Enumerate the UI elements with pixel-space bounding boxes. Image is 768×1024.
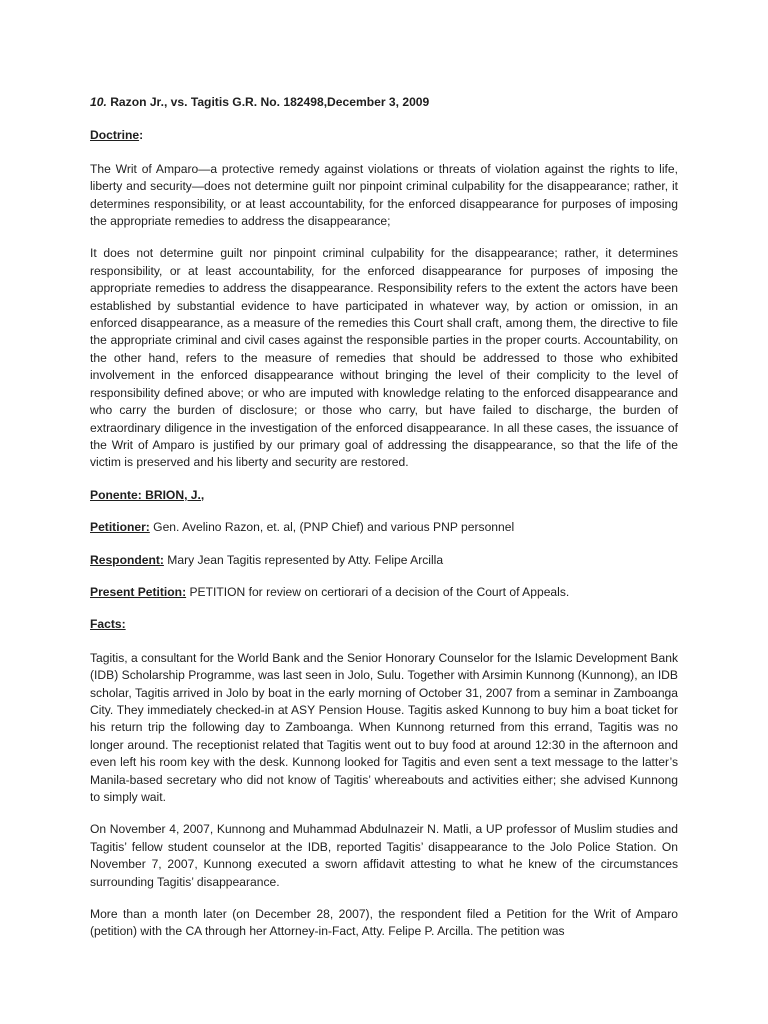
ponente-line bbox=[90, 487, 678, 504]
petitioner-label: Petitioner: bbox=[90, 520, 150, 535]
case-number: 10. bbox=[90, 95, 107, 109]
doctrine-paragraph-1: The Writ of Amparo—a protective remedy against violations or threats of violation against the rights to life, liberty and security—does not determine guilt nor pinpoint criminal culpability for the disappearance; rather, it determines responsibility, or at least accountability, for the enforced disappearance for purposes of imposing the appropriate remedies to address the disappearance; bbox=[90, 161, 678, 229]
petitioner-value: Gen. Avelino Razon, et. al, (PNP Chief) and various PNP personnel bbox=[149, 520, 515, 535]
respondent-line bbox=[90, 552, 678, 569]
case-title bbox=[90, 94, 678, 111]
present-petition-value: PETITION for review on certiorari of a decision of the Court of Appeals. bbox=[186, 584, 570, 599]
ponente-text: Ponente: BRION, J., bbox=[90, 487, 205, 502]
facts-paragraph-2: On November 4, 2007, Kunnong and Muhammad Abdulnazeir N. Matli, a UP professor of Muslim studies and Tagitis’ fellow student counselor at the IDB, reported Tagitis’ disappearance to the Jolo Police Station. On November 7, 2007, Kunnong executed a sworn affidavit attesting to what he knew of the circumstances surrounding Tagitis’ disappearance. bbox=[90, 822, 678, 889]
petitioner-line bbox=[90, 519, 678, 536]
doctrine-heading-line bbox=[90, 127, 678, 144]
respondent-label: Respondent: bbox=[90, 552, 164, 567]
doctrine-heading-colon: : bbox=[139, 128, 144, 143]
doctrine-heading: Doctrine bbox=[90, 128, 140, 143]
present-petition-line bbox=[90, 584, 678, 601]
document-page bbox=[90, 94, 678, 956]
respondent-value: Mary Jean Tagitis represented by Atty. Felipe Arcilla bbox=[163, 552, 444, 567]
facts-paragraph-1: Tagitis, a consultant for the World Bank and the Senior Honorary Counselor for the Islamic Development Bank (IDB) Scholarship Programme, was last seen in Jolo, Sulu. Together with Arsimin Kunnong (Kunnong), an IDB scholar, Tagitis arrived in Jolo by boat in the early morning of October 31, 2007 from a seminar in Zamboanga City. They immediately checked-in at ASY Pension House. Tagitis asked Kunnong to buy him a boat ticket for his return trip the following day to Zamboanga. When Kunnong returned from this errand, Tagitis was no longer around. The receptionist related that Tagitis went out to buy food at around 12:30 in the afternoon and even left his room key with the desk. Kunnong looked for Tagitis and even sent a text message to the latter’s Manila-based secretary who did not know of Tagitis’ whereabouts and activities either; she advised Kunnong to simply wait. bbox=[90, 650, 678, 804]
present-petition-label: Present Petition: bbox=[90, 584, 187, 599]
case-title-text: Razon Jr., vs. Tagitis G.R. No. 182498,December 3, 2009 bbox=[110, 95, 430, 109]
doctrine-paragraph-2: It does not determine guilt nor pinpoint criminal culpability for the disappearance; rather, it determines responsibility, or at least accountability, for the enforced disappearance for purposes of imposing the appropriate remedies to address the disappearance. Responsibility refers to the extent the actors have been established by substantial evidence to have participated in whatever way, by action or omission, in an enforced disappearance, as a measure of the remedies this Court shall craft, among them, the directive to file the appropriate criminal and civil cases against the responsible parties in the proper courts. Accountability, on the other hand, refers to the measure of remedies that should be addressed to those who exhibited involvement in the enforced disappearance without bringing the level of their complicity to the level of responsibility defined above; or who are imputed with knowledge relating to the enforced disappearance and who carry the burden of disclosure; or those who carry, but have failed to discharge, the burden of extraordinary diligence in the investigation of the enforced disappearance. In all these cases, the issuance of the Writ of Amparo is justified by our primary goal of addressing the disappearance, so that the life of the victim is preserved and his liberty and security are restored. bbox=[90, 246, 678, 470]
facts-heading: Facts: bbox=[90, 617, 126, 632]
facts-paragraph-3: More than a month later (on December 28, 2007), the respondent filed a Petition for the Writ of Amparo (petition) with the CA through her Attorney-in-Fact, Atty. Felipe P. Arcilla. The petition was bbox=[90, 907, 678, 939]
